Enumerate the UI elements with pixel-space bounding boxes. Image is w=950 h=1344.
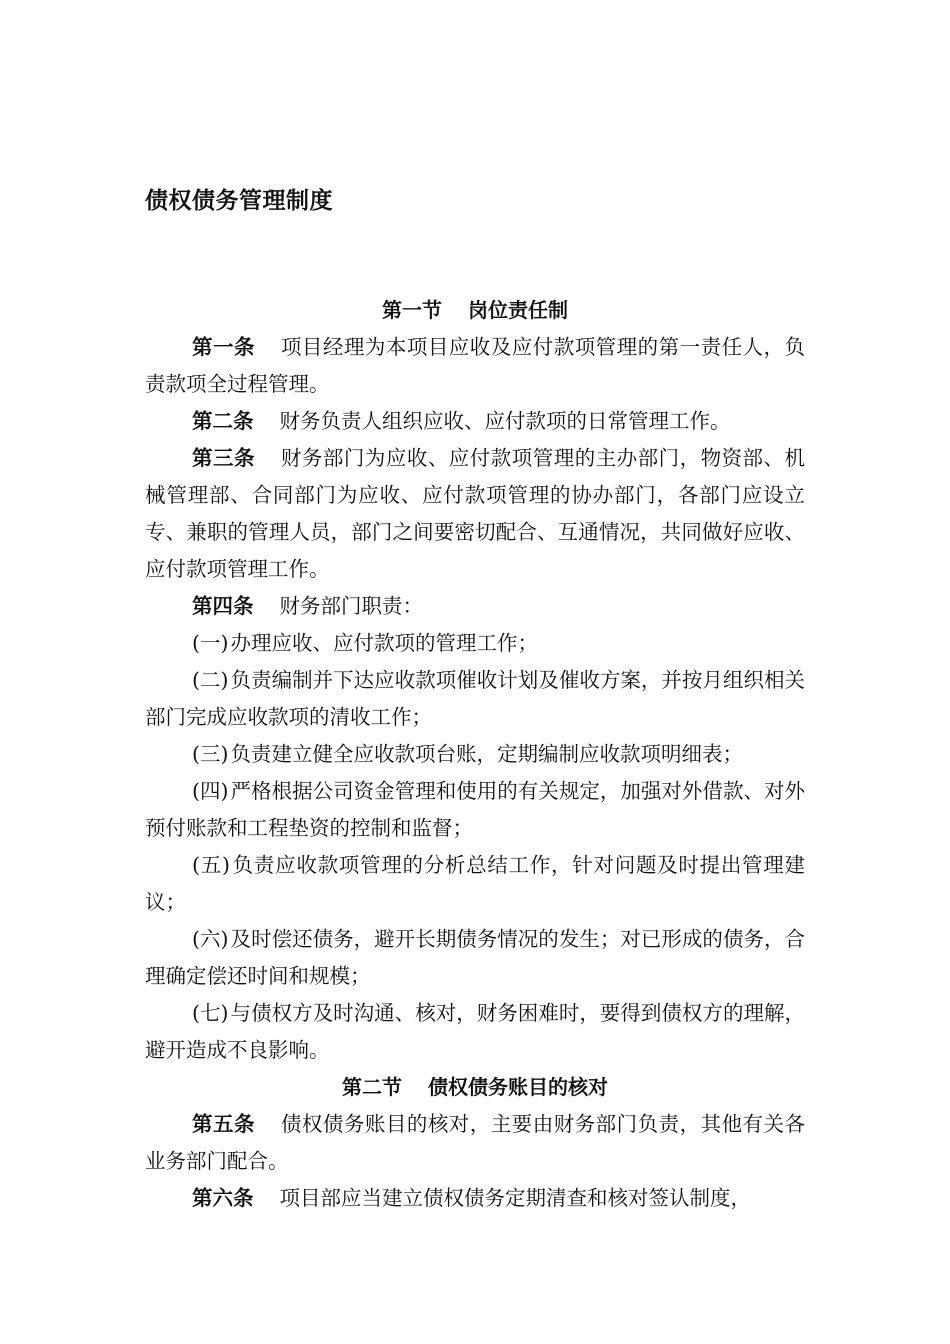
list-item — [145, 995, 805, 1069]
article-text: 债权债务账目的核对，主要由财务部门负责，其他有关各业务部门配合。 — [145, 1112, 806, 1173]
section-name: 债权债务账目的核对 — [428, 1075, 608, 1099]
list-item-label: (五) — [192, 853, 230, 877]
article-text: 项目经理为本项目应收及应付款项管理的第一责任人，负责款项全过程管理。 — [145, 335, 806, 396]
list-item-text: 负责编制并下达应收款项催收计划及催收方案，并按月组织相关部门完成应收款项的清收工作； — [145, 668, 805, 729]
list-item-text: 办理应收、应付款项的管理工作； — [230, 631, 538, 655]
section-heading-1 — [145, 292, 805, 329]
article-label: 第五条 — [192, 1112, 255, 1136]
list-item-label: (四) — [192, 779, 229, 803]
article-paragraph — [145, 1180, 805, 1217]
article-text: 财务部门为应收、应付款项管理的主办部门，物资部、机械管理部、合同部门为应收、应付款项管理的协办部门，各部门应设立专、兼职的管理人员，部门之间要密切配合、互通情况，共同做好应收、应付款项管理工作。 — [145, 446, 806, 581]
article-paragraph — [145, 329, 805, 403]
list-item — [145, 662, 805, 736]
list-item — [145, 736, 805, 773]
article-label: 第三条 — [192, 446, 255, 470]
article-paragraph — [145, 440, 805, 588]
list-item-text: 与债权方及时沟通、核对，财务困难时，要得到债权方的理解，避开造成不良影响。 — [145, 1001, 805, 1062]
section-number: 第一节 — [382, 298, 442, 322]
list-item-text: 严格根据公司资金管理和使用的有关规定，加强对外借款、对外预付账款和工程垫资的控制和监督； — [145, 779, 805, 840]
list-item-text: 及时偿还债务，避开长期债务情况的发生；对已形成的债务，合理确定偿还时间和规模； — [145, 927, 805, 988]
list-item-text: 负责应收款项管理的分析总结工作，针对问题及时提出管理建议； — [145, 853, 806, 914]
list-item-label: (七) — [192, 1001, 229, 1025]
list-item — [145, 625, 805, 662]
list-item-label: (三) — [192, 742, 229, 766]
section-number: 第二节 — [342, 1075, 402, 1099]
list-item — [145, 921, 805, 995]
list-item — [145, 773, 805, 847]
list-item-text: 负责建立健全应收款项台账，定期编制应收款项明细表； — [230, 742, 743, 766]
section-heading-2 — [145, 1069, 805, 1106]
article-paragraph — [145, 588, 805, 625]
list-item-label: (二) — [192, 668, 229, 692]
document-title: 债权债务管理制度 — [145, 188, 333, 214]
article-label: 第六条 — [192, 1186, 254, 1210]
list-item-label: (六) — [192, 927, 229, 951]
article-label: 第四条 — [192, 594, 254, 618]
list-item-label: (一) — [192, 631, 229, 655]
article-text: 项目部应当建立债权债务定期清查和核对签认制度， — [279, 1186, 751, 1210]
article-text: 财务负责人组织应收、应付款项的日常管理工作。 — [279, 409, 731, 433]
document-body — [145, 292, 805, 1217]
article-paragraph — [145, 1106, 805, 1180]
article-paragraph — [145, 403, 805, 440]
article-label: 第一条 — [192, 335, 255, 359]
article-text: 财务部门职责： — [279, 594, 423, 618]
section-name: 岗位责任制 — [468, 298, 568, 322]
list-item — [145, 847, 805, 921]
article-label: 第二条 — [192, 409, 254, 433]
